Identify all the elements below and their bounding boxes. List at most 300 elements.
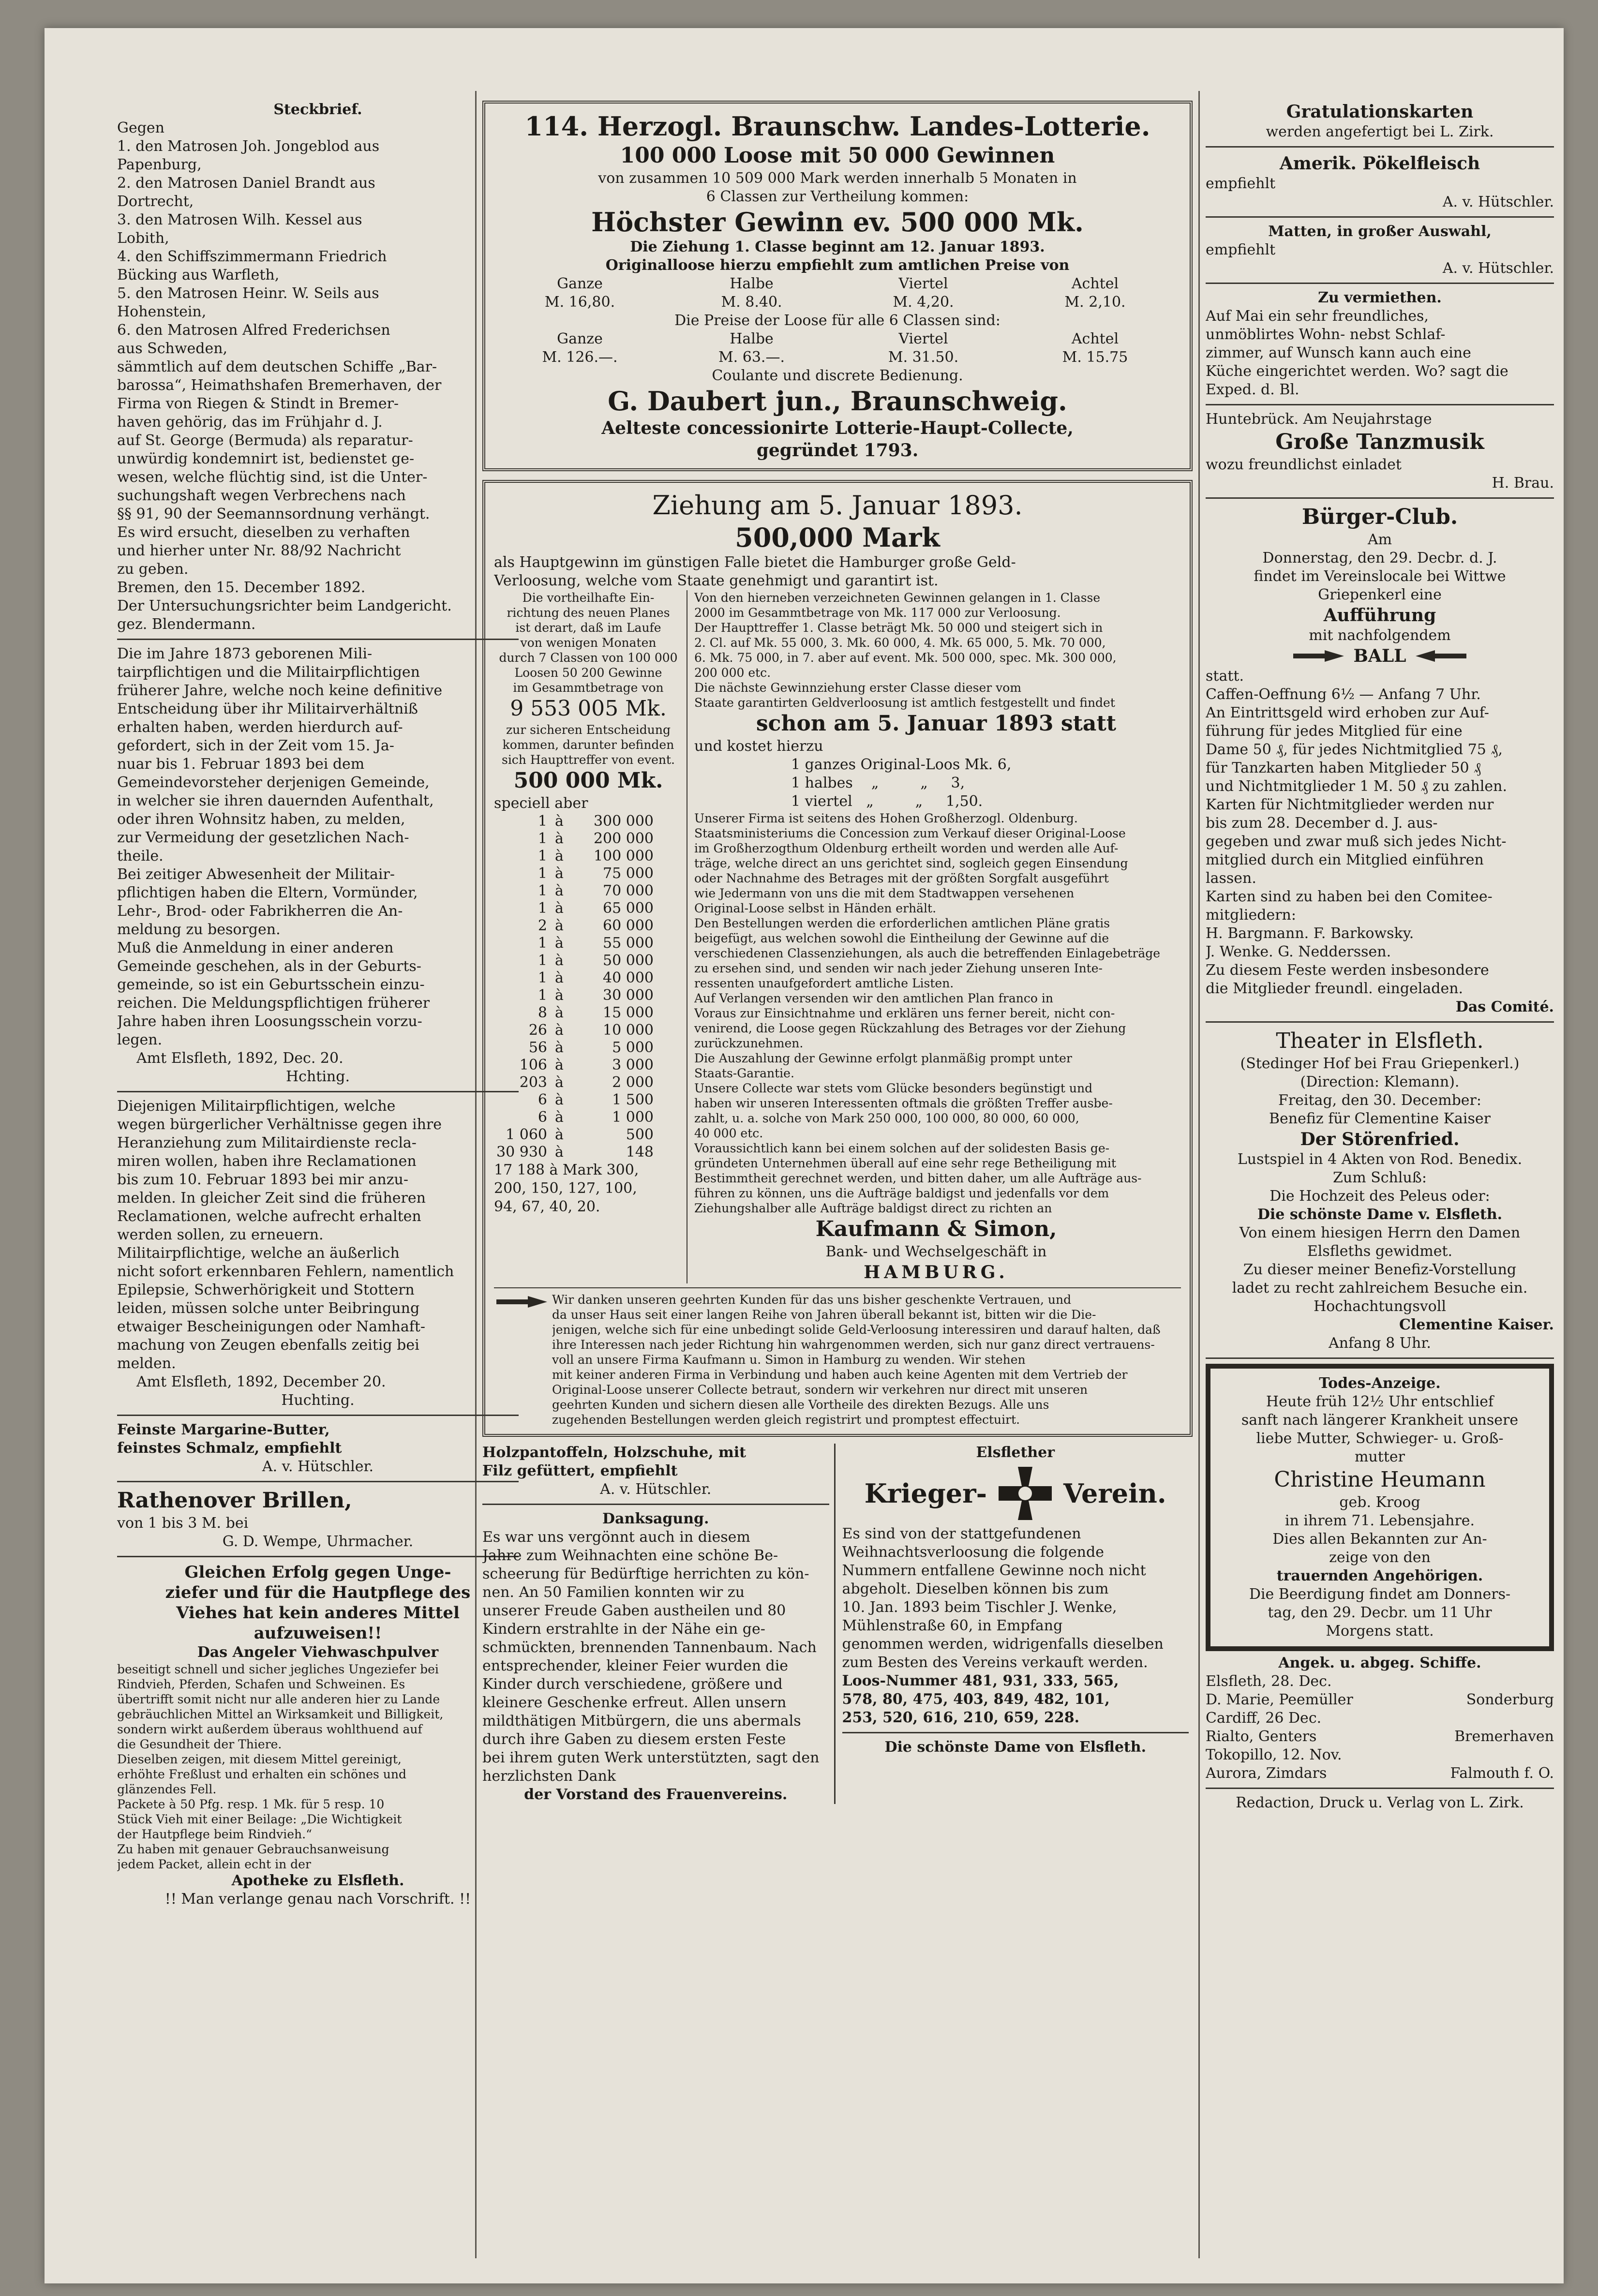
text-line: Caffen-Oeffnung 6½ — Anfang 7 Uhr. xyxy=(1206,686,1481,703)
prize-cell: 1 xyxy=(538,935,547,952)
text-line: H. Bargmann. F. Barkowsky. xyxy=(1206,925,1414,942)
text-line: übertrifft somit nicht nur alle anderen hier zu Lande xyxy=(117,1692,440,1706)
prize-cell: 8 xyxy=(538,1004,547,1021)
text-line: wie Jedermann von uns die mit dem Stadtwappen versehenen xyxy=(694,886,1075,900)
brillen-ad xyxy=(117,1487,519,1551)
text-line: Den Bestellungen werden die erforderlichen amtlichen Pläne gratis xyxy=(694,916,1110,930)
text-line: tag, den 29. Decbr. um 11 Uhr xyxy=(1268,1604,1492,1621)
ad-line: geb. Kroog xyxy=(1339,1494,1420,1511)
prize-cell: à xyxy=(555,1109,564,1126)
text-line: Gemeinde geschehen, als in der Geburts- xyxy=(117,958,421,975)
text-line: sich Haupttreffer von event. xyxy=(501,753,675,767)
ship-cell: Sonderburg xyxy=(1466,1691,1554,1708)
text-line: Lehr-, Brod- oder Fabrikherren die An- xyxy=(117,903,403,920)
text-line: liebe Mutter, Schwieger- u. Groß- xyxy=(1256,1430,1504,1447)
lottery-text-column xyxy=(694,590,1178,1283)
text-line: oder Nachnahme des Betrages mit der größten Sorgfalt ausgeführt xyxy=(694,871,1109,885)
ad-line: Feinste Margarine-Butter, xyxy=(117,1421,330,1438)
text-line: Dame 50 ₰, für jedes Nichtmitglied 75 ₰, xyxy=(1206,741,1503,758)
text-line: jedem Packet, allein echt in der xyxy=(117,1857,311,1871)
text-line: Küche eingerichtet werden. Wo? sagt die xyxy=(1206,363,1508,380)
ad-line: empfiehlt xyxy=(1206,241,1276,258)
text-line: aus Schweden, xyxy=(117,340,228,357)
viehwaschpulver-ad xyxy=(117,1562,519,1908)
total-amount: 9 553 005 Mk. xyxy=(510,696,667,721)
ad-sign: A. v. Hütschler. xyxy=(600,1481,712,1498)
text-line: Von einem hiesigen Herrn den Damen xyxy=(1239,1224,1521,1241)
ad-line: als Hauptgewinn im günstigen Falle bietet die Hamburger große Geld- xyxy=(494,554,1016,571)
ad-line: von zusammen 10 509 000 Mark werden innerhalb 5 Monaten in xyxy=(598,170,1077,187)
prize-cell: 203 xyxy=(519,1074,547,1091)
steckbrief-notice xyxy=(117,101,519,634)
prize-cell: 1 xyxy=(538,882,547,899)
text-line: gemeinde, so ist ein Geburtsschein einzu- xyxy=(117,976,425,993)
text-line: durch ihre Gaben zu diesem ersten Feste xyxy=(482,1731,786,1748)
prize-cell: 1 000 xyxy=(612,1109,654,1126)
text-line: Zu haben mit genauer Gebrauchsanweisung xyxy=(117,1842,389,1856)
text-line: mitgliedern: xyxy=(1206,907,1296,924)
text-line: kommen, darunter befinden xyxy=(502,738,674,752)
text-line: verschiedenen Classenziehungen, als auch die betreffenden Einlagebeträge xyxy=(694,946,1161,960)
text-line: mildthätigen Mitbürgern, die uns abermals xyxy=(482,1713,801,1729)
text-line: machung von Zeugen ebenfalls zeitig bei xyxy=(117,1337,419,1354)
text-line: pflichtigen haben die Eltern, Vormünder, xyxy=(117,884,418,901)
ad-schon: schon am 5. Januar 1893 statt xyxy=(756,711,1117,736)
prize-cell: 5 000 xyxy=(612,1039,654,1056)
deceased-name: Christine Heumann xyxy=(1274,1467,1486,1492)
prize-cell: à xyxy=(555,1022,564,1039)
notice-date: Amt Elsfleth, 1892, December 20. xyxy=(136,1373,386,1390)
text-line: richtung des neuen Planes xyxy=(507,606,670,620)
prize-cell: 30 000 xyxy=(603,987,654,1004)
ad-sign: H. Brau. xyxy=(1492,475,1554,492)
text-line: Die Beerdigung findet am Donners- xyxy=(1249,1586,1511,1603)
text-line: 253, 520, 616, 210, 659, 228. xyxy=(842,1709,1080,1726)
prize-cell: à xyxy=(555,935,564,952)
text-line: haben wir unseren Interessenten oftmals die größten Treffer ausbe- xyxy=(694,1096,1113,1110)
ad-line: werden angefertigt bei L. Zirk. xyxy=(1266,123,1494,140)
text-line: M. 4,20. xyxy=(893,294,954,311)
ad-title: Danksagung. xyxy=(602,1510,709,1527)
prize-cell: à xyxy=(555,917,564,934)
text-line: reichen. Die Meldungspflichtigen früherer xyxy=(117,995,430,1012)
text-line: ladet zu recht zahlreichem Besuche ein. xyxy=(1232,1280,1528,1297)
text-line: bis zum 28. December d. J. aus- xyxy=(1206,815,1438,832)
lottery-ad-hamburg xyxy=(482,480,1193,1437)
ad-line: und kostet hierzu xyxy=(694,738,823,755)
text-line: beseitigt schnell und sicher jegliches Ungeziefer bei xyxy=(117,1662,439,1676)
text-line: Achtel xyxy=(1071,330,1119,347)
prize-cell: 15 000 xyxy=(603,1004,654,1021)
text-line: bei ihrem guten Werk unterstützten, sagt den xyxy=(482,1749,820,1766)
prize-cell: 60 000 xyxy=(603,917,654,934)
prize-cell: à xyxy=(555,1004,564,1021)
ad-title: Das Angeler Viehwaschpulver xyxy=(197,1644,439,1661)
text-line: gründeten Unternehmen überall auf eine sehr rege Betheiligung mit xyxy=(694,1156,1116,1170)
text-line: Voraus zur Einsichtnahme und erklären uns ferner bereit, nicht con- xyxy=(694,1006,1115,1020)
prize-cell: à xyxy=(555,952,564,969)
ad-line: Die Ziehung 1. Classe beginnt am 12. Januar 1893. xyxy=(630,239,1045,255)
text-line: bis zum 10. Februar 1893 bei mir anzu- xyxy=(117,1171,409,1188)
text-line: theile. xyxy=(117,848,164,865)
text-line: zur Vermeidung der gesetzlichen Nach- xyxy=(117,829,409,846)
text-line: führen zu können, uns die Aufträge baldigst und jedenfalls vor dem xyxy=(694,1186,1109,1200)
notice-sign: Huchting. xyxy=(281,1392,355,1409)
text-line: suchungshaft wegen Verbrechens nach xyxy=(117,487,406,504)
ad-line: mit nachfolgendem xyxy=(1309,627,1451,644)
text-line: Griepenkerl eine xyxy=(1318,586,1442,603)
divider xyxy=(117,1415,519,1416)
text-line: Staate garantirten Geldverloosung ist amtlich festgestellt und findet xyxy=(694,696,1115,710)
prize-cell: 3 000 xyxy=(612,1057,654,1073)
text-line: Entscheidung über ihr Militairverhältniß xyxy=(117,701,418,717)
text-line: gez. Blendermann. xyxy=(117,616,256,633)
ad-line: Filz gefüttert, empfiehlt xyxy=(482,1462,678,1479)
text-line: Wir danken unseren geehrten Kunden für das uns bisher geschenkte Vertrauen, und xyxy=(552,1293,1072,1307)
prize-rest: 94, 67, 40, 20. xyxy=(494,1198,600,1215)
text-line: Gleichen Erfolg gegen Unge- xyxy=(184,1563,451,1582)
text-line: für Tanzkarten haben Mitglieder 50 ₰ xyxy=(1206,760,1481,776)
text-line: gefordert, sich in der Zeit vom 15. Ja- xyxy=(117,737,394,754)
notice-sign: Hchting. xyxy=(286,1068,350,1085)
text-line: Karten für Nichtmitglieder werden nur xyxy=(1206,796,1494,813)
ship-cell: Cardiff, 26 Dec. xyxy=(1206,1710,1322,1727)
text-line: Stück Vieh mit einer Beilage: „Die Wichtigkeit xyxy=(117,1812,402,1826)
ship-cell: D. Marie, Peemüller xyxy=(1206,1691,1353,1708)
prize-cell: 1 xyxy=(538,900,547,917)
prize-cell: à xyxy=(555,813,564,830)
text-line: M. 16,80. xyxy=(544,294,615,311)
text-line: 1. den Matrosen Joh. Jongeblod aus xyxy=(117,138,380,155)
text-line: und Nichtmitglieder 1 M. 50 ₰ zu zahlen. xyxy=(1206,778,1508,795)
ad-sign: A. v. Hütschler. xyxy=(1442,260,1554,277)
text-line: Am xyxy=(1367,531,1392,548)
text-line: M. 31.50. xyxy=(888,349,959,366)
text-line: Es wird ersucht, dieselben zu verhaften xyxy=(117,524,410,541)
prize-cell: 1 500 xyxy=(612,1091,654,1108)
divider xyxy=(117,1481,519,1482)
ad-subtitle: 100 000 Loose mit 50 000 Gewinnen xyxy=(620,143,1055,168)
text-line: Jahre zum Weihnachten eine schöne Be- xyxy=(482,1547,778,1564)
ad-title: Theater in Elsfleth. xyxy=(1276,1029,1484,1053)
notice-date: Amt Elsfleth, 1892, Dec. 20. xyxy=(136,1050,343,1067)
ship-cell: Tokopillo, 12. Nov. xyxy=(1206,1746,1342,1763)
ad-line: 6 Classen zur Vertheilung kommen: xyxy=(706,188,969,205)
text-line: Heute früh 12½ Uhr entschlief xyxy=(1266,1393,1494,1410)
ship-cell: Falmouth f. O. xyxy=(1450,1765,1554,1782)
text-line: Es war uns vergönnt auch in diesem xyxy=(482,1529,750,1546)
text-line: in ihrem 71. Lebensjahre. xyxy=(1284,1512,1475,1529)
text-line: sondern wirkt außerdem überaus wohlthuend auf xyxy=(117,1722,422,1736)
text-line: Hohenstein, xyxy=(117,303,207,320)
text-line: geehrten Kunden und sichern diesen alle Vortheile des direkten Bezugs. Alle uns xyxy=(552,1398,1049,1412)
ad-sign: Clementine Kaiser. xyxy=(1399,1316,1554,1333)
text-line: J. Wenke. G. Nedderssen. xyxy=(1206,943,1391,960)
text-line: Bücking aus Warfleth, xyxy=(117,267,280,283)
ad-sign: Das Comité. xyxy=(1455,999,1554,1015)
text-line: Reclamationen, welche aufrecht erhalten xyxy=(117,1208,421,1225)
text-line: mit keiner anderen Firma in Verbindung und haben auch keine Agenten mit dem Vertrieb der xyxy=(552,1368,1128,1382)
text-line: M. 8.40. xyxy=(721,294,782,311)
text-line: findet im Vereinslocale bei Wittwe xyxy=(1254,568,1506,585)
text-line: Die im Jahre 1873 geborenen Mili- xyxy=(117,645,373,662)
text-line: 6. Mk. 75 000, in 7. aber auf event. Mk. 500 000, spec. Mk. 300 000, xyxy=(694,651,1117,665)
text-line: von wenigen Monaten xyxy=(520,636,657,650)
text-line: nen. An 50 Familien konnten wir zu xyxy=(482,1584,745,1601)
prize-cell: 300 000 xyxy=(593,813,654,830)
pointing-hand-icon xyxy=(1411,646,1469,666)
text-line: meldung zu besorgen. xyxy=(117,921,281,938)
ad-head: Elsflether xyxy=(976,1444,1055,1461)
prize-cell: à xyxy=(555,1039,564,1056)
text-line: da unser Haus seit einer langen Reihe von Jahren überall bekannt ist, bitten wir die Die- xyxy=(552,1308,1096,1322)
prize-cell: à xyxy=(555,830,564,847)
ship-cell: Aurora, Zimdars xyxy=(1206,1765,1327,1782)
text-line: Die vortheilhafte Ein- xyxy=(522,591,655,605)
text-line: Es sind von der stattgefundenen xyxy=(842,1525,1081,1542)
ad-play: Der Störenfried. xyxy=(1300,1129,1460,1149)
text-line: im Großherzogthum Oldenburg ertheilt worden und werden alle Auf- xyxy=(694,841,1119,855)
text-line: M. 63.—. xyxy=(718,349,785,366)
text-line: voll an unsere Firma Kaufmann u. Simon in Hamburg zu wenden. Wir stehen xyxy=(552,1353,1026,1367)
text-line: M. 126.—. xyxy=(542,349,618,366)
price-row xyxy=(494,293,1181,312)
prize-cell: 30 930 xyxy=(496,1144,547,1161)
text-line: barossa“, Heimathshafen Bremerhaven, der xyxy=(117,377,442,394)
ad-title: Ziehung am 5. Januar 1893. xyxy=(652,490,1023,521)
text-line: 4. den Schiffszimmermann Friedrich xyxy=(117,248,387,265)
text-line: 3. den Matrosen Wilh. Kessel aus xyxy=(117,211,362,228)
ship-row xyxy=(1206,1672,1554,1691)
text-line: ist derart, daß im Laufe xyxy=(515,621,661,635)
prize-cell: 200 000 xyxy=(593,830,654,847)
text-line: gebräuchlichen Mittel an Wirksamkeit und Billigkeit, xyxy=(117,1707,444,1721)
notice-title: Steckbrief. xyxy=(273,101,362,118)
text-line: Der Haupttreffer 1. Classe beträgt Mk. 50 000 und steigert sich in xyxy=(694,621,1103,635)
prize-cell: 40 000 xyxy=(603,969,654,986)
krieger-verein-ad xyxy=(836,1444,1189,1804)
text-line: Viehes hat kein anderes Mittel xyxy=(176,1603,460,1623)
text-line: zimmer, auf Wunsch kann auch eine xyxy=(1206,344,1471,361)
text-line: glänzendes Fell. xyxy=(117,1782,217,1796)
text-line: Viertel xyxy=(898,330,948,347)
ad-line: feinstes Schmalz, empfiehlt xyxy=(117,1440,342,1457)
prize-cell: 106 xyxy=(519,1057,547,1073)
prize-cell: 70 000 xyxy=(603,882,654,899)
text-line: 6. den Matrosen Alfred Frederichsen xyxy=(117,322,390,339)
ad-title: Amerik. Pökelfleisch xyxy=(1279,153,1480,174)
ad-sign: G. D. Wempe, Uhrmacher. xyxy=(222,1533,414,1550)
ad-line: Die Preise der Loose für alle 6 Classen sind: xyxy=(674,312,1001,329)
newspaper-page xyxy=(45,28,1564,2283)
ad-title: Große Tanzmusik xyxy=(1275,430,1484,454)
prize-cell: à xyxy=(555,969,564,986)
ad-city: HAMBURG. xyxy=(864,1262,1009,1282)
text-line: Loosen 50 200 Gewinne xyxy=(514,666,662,680)
text-line: ziefer und für die Hautpflege des xyxy=(165,1583,471,1602)
footer-imprint: Redaction, Druck u. Verlag von L. Zirk. xyxy=(1236,1794,1524,1811)
prize-cell: 1 xyxy=(538,830,547,847)
ad-line: Anfang 8 Uhr. xyxy=(1329,1335,1431,1352)
text-line: nicht sofort erkennbaren Fehlern, namentlich xyxy=(117,1263,454,1280)
prize-cell: 1 xyxy=(538,969,547,986)
text-line: und hierher unter Nr. 88/92 Nachricht xyxy=(117,542,401,559)
prize-cell: 50 000 xyxy=(603,952,654,969)
text-line: Weihnachtsverloosung die folgende xyxy=(842,1544,1104,1561)
text-line: Staatsministeriums die Concession zum Verkauf dieser Original-Loose xyxy=(694,826,1126,840)
ad-line: Verloosung, welche vom Staate genehmigt und garantirt ist. xyxy=(494,572,939,589)
ad-title-left: Krieger- xyxy=(864,1478,987,1509)
text-line: An Eintrittsgeld wird erhoben zur Auf- xyxy=(1206,704,1489,721)
text-line: legen. xyxy=(117,1031,163,1048)
prize-cell: à xyxy=(555,1126,564,1143)
text-line: M. 2,10. xyxy=(1064,294,1126,311)
text-line: die Mitglieder freundl. eingeladen. xyxy=(1206,980,1464,997)
text-line: Loos-Nummer 481, 931, 333, 565, xyxy=(842,1672,1119,1689)
text-line: erhöhte Freßlust und erhalten ein schönes und xyxy=(117,1767,406,1781)
text-line: 2. den Matrosen Daniel Brandt aus xyxy=(117,175,375,192)
column-middle xyxy=(482,101,1252,2263)
text-line: Diejenigen Militairpflichtigen, welche xyxy=(117,1098,396,1115)
pointing-hand-icon xyxy=(1291,646,1349,666)
prize-cell: 6 xyxy=(538,1091,547,1108)
text-line: Viertel xyxy=(898,275,948,292)
prize-rest: 200, 150, 127, 100, xyxy=(494,1180,637,1197)
text-line: (Stedinger Hof bei Frau Griepenkerl.) xyxy=(1240,1055,1520,1072)
text-line: 1 ganzes Original-Loos Mk. 6, xyxy=(791,756,1012,773)
text-line: 5. den Matrosen Heinr. W. Seils aus xyxy=(117,285,379,302)
text-line: Auf Verlangen versenden wir den amtlichen Plan franco in xyxy=(694,991,1053,1005)
text-line: unmöblirtes Wohn- nebst Schlaf- xyxy=(1206,326,1446,343)
text-line: Dortrecht, xyxy=(117,193,194,210)
text-line: Kinder durch verschiedene, größere und xyxy=(482,1676,783,1693)
prize-cell: 500 xyxy=(626,1126,654,1143)
text-line: Bei zeitiger Abwesenheit der Militair- xyxy=(117,866,395,883)
military-notice-2 xyxy=(117,1097,519,1410)
text-line: Lobith, xyxy=(117,230,169,247)
text-line: §§ 91, 90 der Seemannsordnung verhängt. xyxy=(117,506,430,522)
text-line: etwaiger Bescheinigungen oder Namhaft- xyxy=(117,1318,426,1335)
pointing-hand-icon xyxy=(494,1292,552,1312)
text-line: Auf Mai ein sehr freundliches, xyxy=(1206,308,1429,325)
text-line: Heranziehung zum Militairdienste recla- xyxy=(117,1134,417,1151)
text-line: gegeben und zwar muß sich jedes Nicht- xyxy=(1206,833,1507,850)
divider xyxy=(117,1091,519,1092)
prize-cell: 100 000 xyxy=(593,848,654,865)
ad-title: Matten, in großer Auswahl, xyxy=(1268,223,1492,240)
text-line: Dies allen Bekannten zur An- xyxy=(1272,1531,1487,1548)
ship-row xyxy=(1206,1746,1554,1764)
death-notice xyxy=(1206,1364,1554,1651)
divider xyxy=(117,639,519,640)
text-line: herzlichsten Dank xyxy=(482,1768,616,1785)
text-line: haven gehörig, das im Frühjahr d. J. xyxy=(117,414,383,431)
text-line: Unsere Collecte war stets vom Glücke besonders begünstigt und xyxy=(694,1081,1093,1095)
prize-cell: 65 000 xyxy=(603,900,654,917)
text-line: Hochachtungsvoll xyxy=(1314,1298,1446,1315)
text-line: beigefügt, aus welchen sowohl die Eintheilung der Gewinne auf die xyxy=(694,931,1109,945)
prize-cell: 1 xyxy=(538,813,547,830)
text-line: werden sollen, zu erneuern. xyxy=(117,1226,324,1243)
text-line: träge, welche direct an uns gerichtet sind, sogleich gegen Einsendung xyxy=(694,856,1128,870)
text-line: kleinere Geschenke erfreut. Allen unsern xyxy=(482,1694,787,1711)
ad-line: wozu freundlichst einladet xyxy=(1206,456,1402,473)
prize-cell: 1 060 xyxy=(506,1126,547,1143)
ad-amount: 500,000 Mark xyxy=(735,522,940,553)
price-headers xyxy=(494,330,1181,348)
text-line: Unserer Firma ist seitens des Hohen Großherzogl. Oldenburg. xyxy=(694,811,1078,825)
text-line: scheerung für Bedürftige herrichten zu kön- xyxy=(482,1565,809,1582)
ad-title: Todes-Anzeige. xyxy=(1319,1375,1441,1392)
text-line: Die Auszahlung der Gewinne erfolgt planmäßig prompt unter xyxy=(694,1051,1072,1065)
text-line: venirend, die Loose gegen Rückzahlung des Betrages vor der Ziehung xyxy=(694,1021,1126,1035)
text-line: 40 000 etc. xyxy=(694,1126,763,1140)
text-line: melden. xyxy=(117,1355,176,1372)
text-line: Donnerstag, den 29. Decbr. d. J. xyxy=(1262,550,1497,567)
text-line: 2. Cl. auf Mk. 55 000, 3. Mk. 60 000, 4. Mk. 65 000, 5. Mk. 70 000, xyxy=(694,636,1106,650)
text-line: zeige von den xyxy=(1329,1549,1431,1566)
prize-rest: 17 188 à Mark 300, xyxy=(494,1162,639,1178)
text-line: Lustspiel in 4 Akten von Rod. Benedix. xyxy=(1237,1151,1523,1168)
text-line: Rindvieh, Pferden, Schafen und Schweinen. Es xyxy=(117,1677,405,1691)
text-line: Von den hierneben verzeichneten Gewinnen gelangen in 1. Classe xyxy=(694,591,1101,605)
prize-cell: 1 xyxy=(538,865,547,882)
ship-row xyxy=(1206,1764,1554,1783)
ad-firm: G. Daubert jun., Braunschweig. xyxy=(608,386,1067,417)
prize-cell: à xyxy=(555,1057,564,1073)
text-line: durch 7 Classen von 100 000 xyxy=(499,651,678,665)
text-line: Packete à 50 Pfg. resp. 1 Mk. für 5 resp. 10 xyxy=(117,1797,385,1811)
text-line: sanft nach längerer Krankheit unsere xyxy=(1241,1412,1519,1429)
text-line: Voraussichtlich kann bei einem solchen auf der solidesten Basis ge- xyxy=(694,1141,1110,1155)
text-line: Original-Loose unserer Collecte betraut, sondern wir verkehren nur direct mit unseren xyxy=(552,1383,1088,1397)
text-line: Zum Schluß: xyxy=(1333,1169,1427,1186)
prize-cell: à xyxy=(555,900,564,917)
text-line: 1 viertel „ „ 1,50. xyxy=(791,793,983,810)
text-line: ressenten unaufgefordert amtliche Listen. xyxy=(694,976,954,990)
ship-row xyxy=(1206,1709,1554,1728)
text-line: Karten sind zu haben bei den Comitee- xyxy=(1206,888,1493,905)
margarine-ad xyxy=(117,1421,519,1476)
column-left xyxy=(117,101,519,2249)
text-line: unserer Freude Gaben austheilen und 80 xyxy=(482,1602,786,1619)
prize-cell: à xyxy=(555,1091,564,1108)
text-line: aufzuweisen!! xyxy=(254,1624,382,1643)
speciell-label: speciell aber xyxy=(494,795,588,812)
text-line: abgeholt. Dieselben können bis zum xyxy=(842,1580,1109,1597)
text-line: mitglied durch ein Mitglied einführen xyxy=(1206,851,1484,868)
prize-cell: 2 xyxy=(538,917,547,934)
prize-cell: 26 xyxy=(528,1022,547,1039)
prize-cell: à xyxy=(555,1074,564,1091)
text-line: Gegen xyxy=(117,119,164,136)
text-line: genommen werden, widrigenfalls dieselben xyxy=(842,1636,1164,1653)
text-line: leiden, müssen solche unter Beibringung xyxy=(117,1300,420,1317)
text-line: zu geben. xyxy=(117,561,189,578)
ad-warning: !! Man verlange genau nach Vorschrift. !! xyxy=(164,1891,471,1908)
text-line: mutter xyxy=(1355,1448,1405,1465)
text-line: Morgens statt. xyxy=(1326,1623,1434,1640)
text-line: Zu diesem Feste werden insbesondere xyxy=(1206,962,1489,979)
ad-play: Die schönste Dame v. Elsfleth. xyxy=(1257,1206,1503,1223)
text-line: Exped. d. Bl. xyxy=(1206,381,1299,398)
ship-row xyxy=(1206,1728,1554,1746)
prize-cell: à xyxy=(555,865,564,882)
text-line: Epilepsie, Schwerhörigkeit und Stottern xyxy=(117,1282,415,1298)
ad-title: Gratulationskarten xyxy=(1286,102,1474,122)
text-line: Papenburg, xyxy=(117,156,202,173)
price-headers xyxy=(494,275,1181,293)
